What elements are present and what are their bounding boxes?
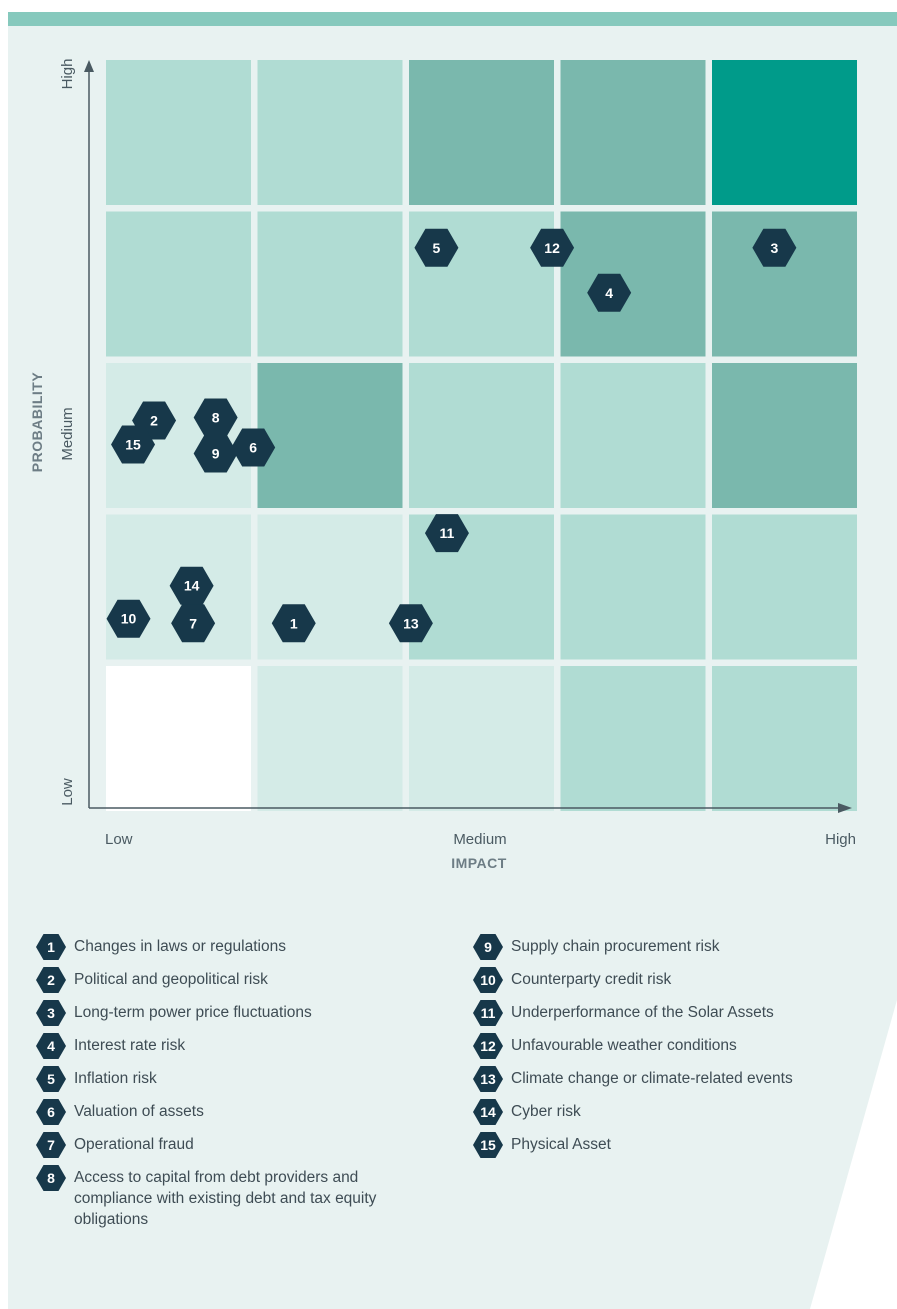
legend-hex-icon [36, 1000, 66, 1026]
matrix-cell-r5-c1 [106, 666, 251, 811]
y-axis-arrow [84, 60, 94, 72]
matrix-cell-r4-c5 [712, 515, 857, 660]
risk-marker-label: 14 [183, 577, 200, 594]
risk-marker-label: 9 [211, 445, 220, 462]
legend-hex-icon [36, 1033, 66, 1059]
legend-item-3 [36, 1002, 436, 1024]
legend-item-7 [36, 1134, 436, 1156]
matrix-cell-r4-c2 [258, 515, 403, 660]
matrix-cell-r3-c3 [409, 363, 554, 508]
legend-hex-icon [473, 967, 503, 993]
svg-text:3: 3 [47, 1005, 55, 1021]
legend-item-label: Interest rate risk [74, 1037, 186, 1054]
risk-marker-label: 12 [544, 239, 560, 256]
y-tick-low: Low [59, 778, 76, 806]
matrix-cell-r1-c2 [258, 60, 403, 205]
matrix-cell-r1-c3 [409, 60, 554, 205]
risk-marker-label: 7 [189, 615, 198, 632]
legend-item-label: Unfavourable weather conditions [511, 1037, 737, 1054]
legend-item-label: Inflation risk [74, 1070, 157, 1087]
matrix-cell-r2-c4 [561, 212, 706, 357]
legend-hex-icon [473, 1000, 503, 1026]
x-tick-high: High [825, 831, 856, 848]
risk-marker-label: 4 [605, 284, 614, 301]
svg-text:11: 11 [480, 1005, 496, 1021]
legend-item-11 [473, 1002, 873, 1024]
legend-item-13 [473, 1068, 873, 1090]
matrix-cell-r1-c4 [561, 60, 706, 205]
legend-item-5 [36, 1068, 436, 1090]
matrix-cell-r3-c5 [712, 363, 857, 508]
legend-item-9 [473, 936, 873, 958]
svg-text:13: 13 [480, 1071, 496, 1087]
legend-hex-icon [473, 934, 503, 960]
y-axis-title: PROBABILITY [29, 371, 45, 473]
svg-text:10: 10 [480, 972, 496, 988]
svg-text:5: 5 [47, 1071, 55, 1087]
y-tick-medium: Medium [59, 407, 76, 461]
y-tick-high: High [59, 58, 76, 90]
svg-text:7: 7 [47, 1137, 55, 1153]
legend-item-label: Valuation of assets [74, 1103, 204, 1120]
x-tick-low: Low [105, 831, 133, 848]
legend-item-6 [36, 1101, 436, 1123]
legend-item-15 [473, 1134, 873, 1156]
risk-marker-label: 11 [439, 525, 455, 542]
legend-hex-icon [473, 1066, 503, 1092]
legend-item-label: Long-term power price fluctuations [74, 1004, 312, 1021]
legend-item-label: Cyber risk [511, 1103, 581, 1120]
svg-text:4: 4 [47, 1038, 55, 1054]
matrix-cell-r3-c2 [258, 363, 403, 508]
risk-marker-label: 3 [770, 239, 779, 256]
legend-item-label: Underperformance of the Solar Assets [511, 1004, 774, 1021]
risk-marker-label: 10 [120, 610, 137, 627]
svg-text:1: 1 [47, 939, 55, 955]
matrix-cell-r5-c4 [561, 666, 706, 811]
risk-marker-label: 6 [249, 439, 258, 456]
matrix-cell-r5-c5 [712, 666, 857, 811]
risk-marker-label: 1 [289, 615, 298, 632]
legend-hex-icon [473, 1132, 503, 1158]
legend-item-label: Operational fraud [74, 1136, 194, 1153]
risk-marker-label: 13 [403, 615, 419, 632]
legend-item-10 [473, 969, 873, 991]
svg-text:8: 8 [47, 1170, 55, 1186]
legend-item-label: Climate change or climate-related events [511, 1070, 793, 1087]
legend-hex-icon [36, 967, 66, 993]
svg-text:14: 14 [480, 1104, 496, 1120]
legend-hex-icon [36, 1066, 66, 1092]
matrix-cell-r2-c1 [106, 212, 251, 357]
legend-item-4 [36, 1035, 436, 1057]
legend-column-right [473, 936, 873, 1167]
matrix-cell-r5-c3 [409, 666, 554, 811]
matrix-cell-r2-c2 [258, 212, 403, 357]
legend-hex-icon [473, 1033, 503, 1059]
legend-item-label: Access to capital from debt providers and compliance with existing debt and tax equity obligations [74, 1169, 377, 1228]
legend-item-label: Changes in laws or regulations [74, 938, 286, 955]
svg-text:9: 9 [484, 939, 492, 955]
legend-item-2 [36, 969, 436, 991]
svg-text:12: 12 [480, 1038, 496, 1054]
legend-item-14 [473, 1101, 873, 1123]
matrix-cell-r5-c2 [258, 666, 403, 811]
risk-marker-label: 8 [211, 409, 220, 426]
legend-item-label: Counterparty credit risk [511, 971, 672, 988]
matrix-cell-r3-c4 [561, 363, 706, 508]
risk-marker-label: 2 [150, 412, 158, 429]
legend-item-label: Physical Asset [511, 1136, 611, 1153]
matrix-cell-r1-c1 [106, 60, 251, 205]
legend-item-label: Supply chain procurement risk [511, 938, 720, 955]
legend-hex-icon [473, 1099, 503, 1125]
matrix-cell-r4-c4 [561, 515, 706, 660]
svg-text:6: 6 [47, 1104, 55, 1120]
legend-item-1 [36, 936, 436, 958]
legend-column-left [36, 936, 436, 1241]
x-axis-title: IMPACT [451, 855, 507, 871]
svg-text:15: 15 [480, 1137, 496, 1153]
legend-item-8 [36, 1167, 436, 1230]
legend-hex-icon [36, 1099, 66, 1125]
legend-hex-icon [36, 934, 66, 960]
matrix-cell-r1-c5 [712, 60, 857, 205]
legend-item-12 [473, 1035, 873, 1057]
x-tick-medium: Medium [453, 831, 507, 848]
svg-text:2: 2 [47, 972, 55, 988]
legend-hex-icon [36, 1165, 66, 1191]
risk-marker-label: 15 [125, 436, 141, 453]
legend-hex-icon [36, 1132, 66, 1158]
legend-item-label: Political and geopolitical risk [74, 971, 268, 988]
risk-marker-label: 5 [432, 239, 441, 256]
